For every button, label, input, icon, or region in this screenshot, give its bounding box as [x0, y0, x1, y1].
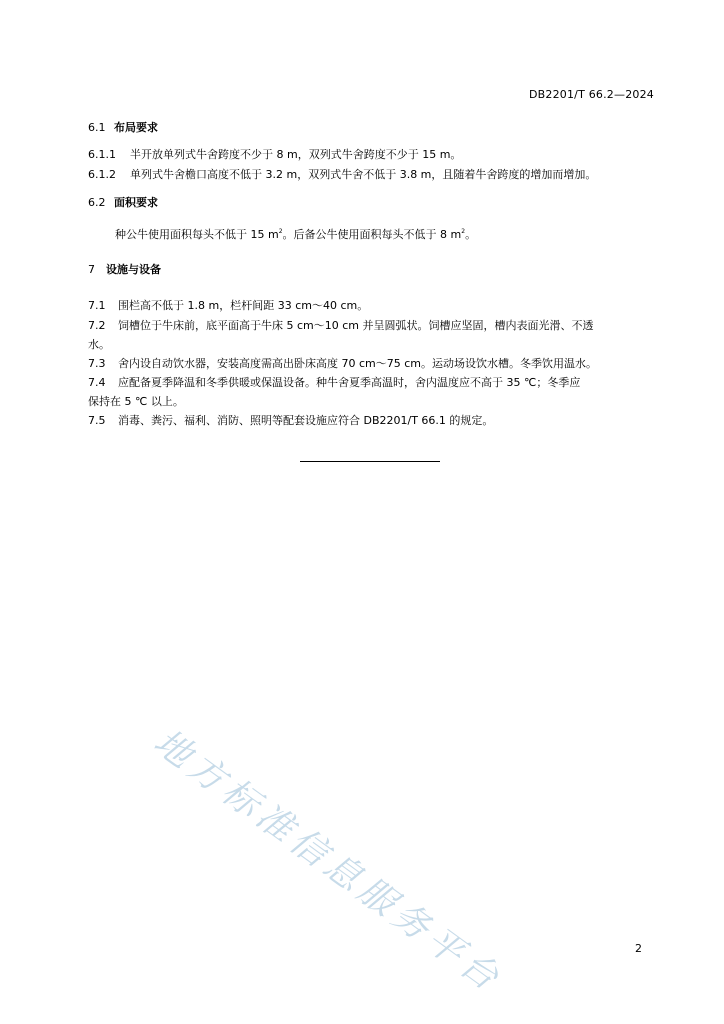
clause-number: 6.1.1 [88, 148, 116, 161]
clause-7-4 [88, 376, 580, 390]
clause-7-1 [88, 299, 368, 313]
section-number: 6.2 [88, 196, 106, 209]
section-7-heading [88, 263, 161, 277]
paragraph-text-c: 。 [465, 228, 477, 241]
clause-number: 7.1 [88, 299, 106, 312]
clause-7-5 [88, 414, 493, 428]
end-divider [300, 461, 440, 462]
watermark: 地方标准信息服务平台 [146, 721, 511, 1002]
section-6-1-heading [88, 121, 158, 135]
clause-number: 7.2 [88, 319, 106, 332]
section-title: 布局要求 [114, 121, 158, 134]
clause-text: 饲槽位于牛床前，底平面高于牛床 5 cm～10 cm 并呈圆弧状。饲槽应坚固，槽内表面光滑、不透 [118, 319, 594, 332]
clause-text: 半开放单列式牛舍跨度不少于 8 m，双列式牛舍跨度不少于 15 m。 [130, 148, 462, 161]
clause-7-3 [88, 357, 597, 371]
clause-number: 6.1.2 [88, 168, 116, 181]
section-number: 6.1 [88, 121, 106, 134]
clause-text: 应配备夏季降温和冬季供暖或保温设备。种牛舍夏季高温时，舍内温度应不高于 35 ℃；冬季应 [118, 376, 581, 389]
section-title: 设施与设备 [106, 263, 161, 276]
clause-6-1-2 [88, 168, 596, 182]
clause-7-4-continuation: 保持在 5 ℃ 以上。 [88, 395, 184, 408]
section-6-2-paragraph [115, 225, 476, 242]
paragraph-text-b: 。后备公牛使用面积每头不低于 8 m [282, 228, 462, 241]
clause-number: 7.3 [88, 357, 106, 370]
section-number: 7 [88, 263, 95, 276]
superscript-2: 2 [278, 228, 283, 235]
page-number: 2 [635, 942, 642, 955]
clause-7-2 [88, 319, 594, 333]
clause-text: 舍内设自动饮水器，安装高度需高出卧床高度 70 cm～75 cm。运动场设饮水槽。冬季饮用温水。 [118, 357, 598, 370]
section-title: 面积要求 [114, 196, 158, 209]
clause-text: 围栏高不低于 1.8 m，栏杆间距 33 cm～40 cm。 [118, 299, 369, 312]
section-6-2-heading [88, 196, 158, 210]
clause-7-2-continuation: 水。 [88, 338, 110, 351]
document-code: DB2201/T 66.2—2024 [528, 88, 654, 101]
clause-text: 消毒、粪污、福利、消防、照明等配套设施应符合 DB2201/T 66.1 的规定。 [118, 414, 494, 427]
clause-number: 7.4 [88, 376, 106, 389]
clause-number: 7.5 [88, 414, 106, 427]
clause-6-1-1 [88, 148, 461, 162]
clause-text: 单列式牛舍檐口高度不低于 3.2 m，双列式牛舍不低于 3.8 m，且随着牛舍跨度的增加而增加。 [130, 168, 597, 181]
superscript-2: 2 [461, 228, 466, 235]
paragraph-text-a: 种公牛使用面积每头不低于 15 m [115, 228, 279, 241]
